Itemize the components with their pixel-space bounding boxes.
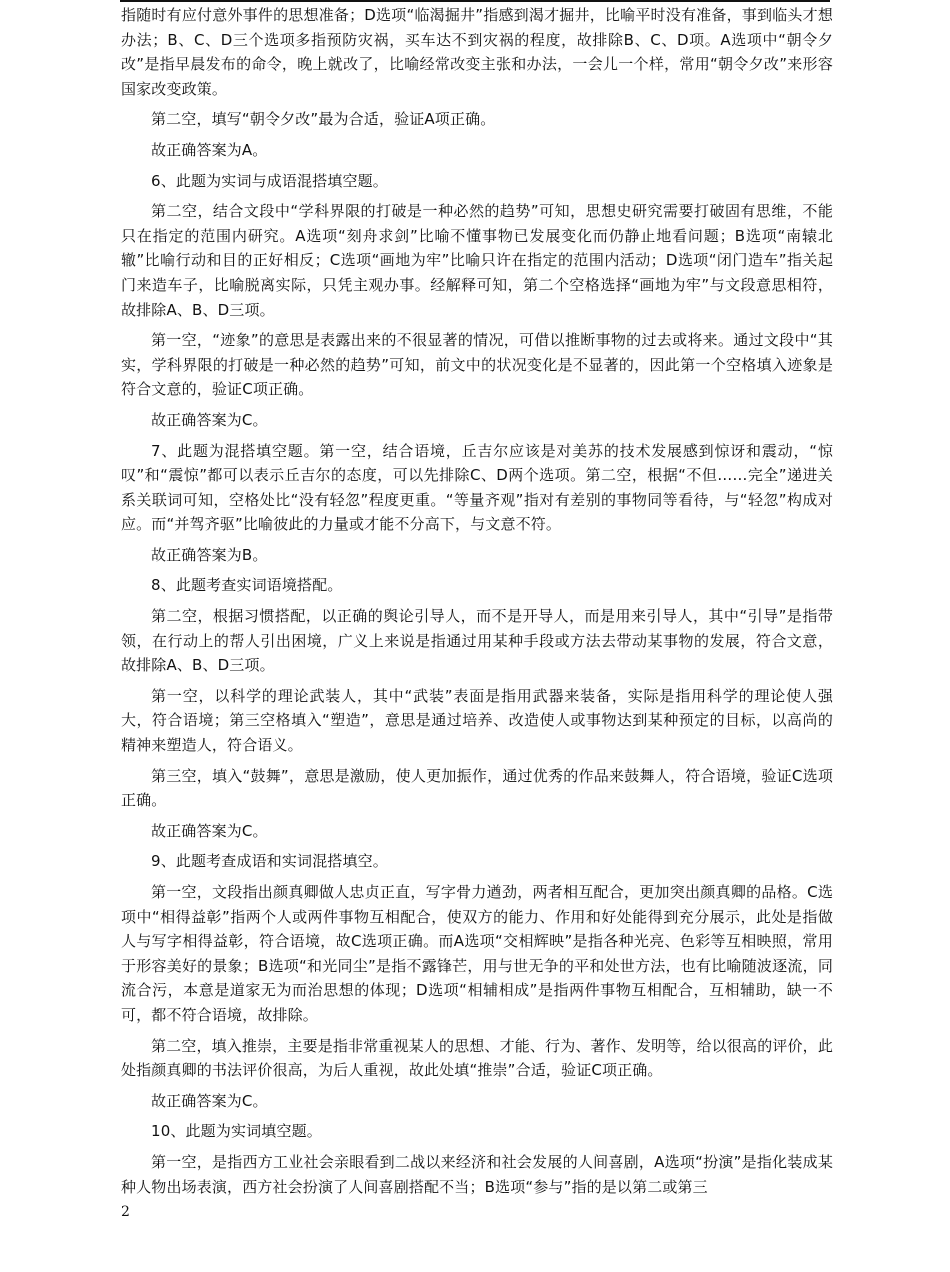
document-body (121, 3, 833, 1205)
answer-line: 故正确答案为C。 (151, 1091, 268, 1110)
question-heading: 10、此题为实词填空题。 (151, 1122, 322, 1141)
paragraph: 第二空，填入推崇，主要是指非常重视某人的思想、才能、行为、著作、发明等，给以很高的评价，此处指颜真卿的书法评价很高，为后人重视，故此处填“推崇”合适，验证C项正确。 (121, 1036, 833, 1080)
paragraph: 第二空，结合文段中“学科界限的打破是一种必然的趋势”可知，思想史研究需要打破固有思维，不能只在指定的范围内研究。A选项“刻舟求剑”比喻不懂事物已发展变化而仍静止地看问题；B选项“南辕北辙”比喻行动和目的正好相反；C选项“画地为牢”比喻只许在指定的范围内活动；D选项“闭门造车”指关起门来造车子，比喻脱离实际，只凭主观办事。经解释可知，第二个空格选择“画地为牢”与文段意思相符，故排除A、B、D三项。 (121, 202, 833, 319)
paragraph: 第一空，以科学的理论武装人，其中“武装”表面是指用武器来装备，实际是指用科学的理论使人强大，符合语境；第三空格填入“塑造”，意思是通过培养、改造使人或事物达到某种预定的目标，以高尚的精神来塑造人，符合语义。 (121, 686, 833, 755)
answer-line: 故正确答案为C。 (151, 410, 268, 429)
question-heading: 9、此题考查成语和实词混搭填空。 (151, 852, 388, 871)
page-number: 2 (121, 1204, 130, 1220)
paragraph: 第二空，根据习惯搭配，以正确的舆论引导人，而不是开导人，而是用来引导人，其中“引导”是指带领，在行动上的帮人引出困境，广义上来说是指通过用某种手段或方法去带动某事物的发展，符合文意，故排除A、B、D三项。 (121, 607, 833, 675)
paragraph: 第三空，填入“鼓舞”，意思是激励，使人更加振作，通过优秀的作品来鼓舞人，符合语境，验证C选项正确。 (121, 766, 833, 810)
question-heading: 8、此题考查实词语境搭配。 (151, 576, 343, 595)
answer-line: 故正确答案为B。 (151, 545, 268, 564)
answer-line: 故正确答案为C。 (151, 821, 268, 840)
paragraph: 第二空，填写“朝令夕改”最为合适，验证A项正确。 (151, 110, 496, 129)
question-heading: 7、此题为混搭填空题。第一空，结合语境，丘吉尔应该是对美苏的技术发展感到惊讶和震动，“惊叹”和“震惊”都可以表示丘吉尔的态度，可以先排除C、D两个选项。第二空，根据“不但……完全”递进关系关联词可知，空格处比“没有轻忽”程度更重。“等量齐观”指对有差别的事物同等看待，与“轻忽”构成对应。而“并驾齐驱”比喻彼此的力量或才能不分高下，与文意不符。 (121, 441, 833, 534)
paragraph: 指随时有应付意外事件的思想准备；D选项“临渴掘井”指感到渴才掘井，比喻平时没有准备，事到临头才想办法；B、C、D三个选项多指预防灾祸，买车达不到灾祸的程度，故排除B、C、D项。A选项中“朝令夕改”是指早晨发布的命令，晚上就改了，比喻经常改变主张和办法，一会儿一个样，常用“朝令夕改”来形容国家改变政策。 (121, 6, 833, 98)
question-heading: 6、此题为实词与成语混搭填空题。 (151, 171, 388, 190)
answer-line: 故正确答案为A。 (151, 140, 268, 159)
paragraph: 第一空，“迹象”的意思是表露出来的不很显著的情况，可借以推断事物的过去或将来。通过文段中“其实，学科界限的打破是一种必然的趋势”可知，前文中的状况变化是不显著的，因此第一个空格填入迹象是符合文意的，验证C项正确。 (121, 331, 833, 399)
paragraph: 第一空，文段指出颜真卿做人忠贞正直，写字骨力遒劲，两者相互配合，更加突出颜真卿的品格。C选项中“相得益彰”指两个人或两件事物互相配合，使双方的能力、作用和好处能得到充分展示，此处是指做人与写字相得益彰，符合语境，故C选项正确。而A选项“交相辉映”是指各种光亮、色彩等互相映照，常用于形容美好的景象；B选项“和光同尘”是指不露锋芒，用与世无争的平和处世方法，也有比喻随波逐流，同流合污，本意是道家无为而治思想的体现；D选项“相辅相成”是指两件事物互相配合，互相辅助，缺一不可，都不符合语境，故排除。 (121, 883, 833, 1024)
top-rule (120, 0, 830, 2)
paragraph: 第一空，是指西方工业社会亲眼看到二战以来经济和社会发展的人间喜剧，A选项“扮演”是指化装成某种人物出场表演，西方社会扮演了人间喜剧搭配不当；B选项“参与”指的是以第二或第三 (121, 1152, 833, 1196)
